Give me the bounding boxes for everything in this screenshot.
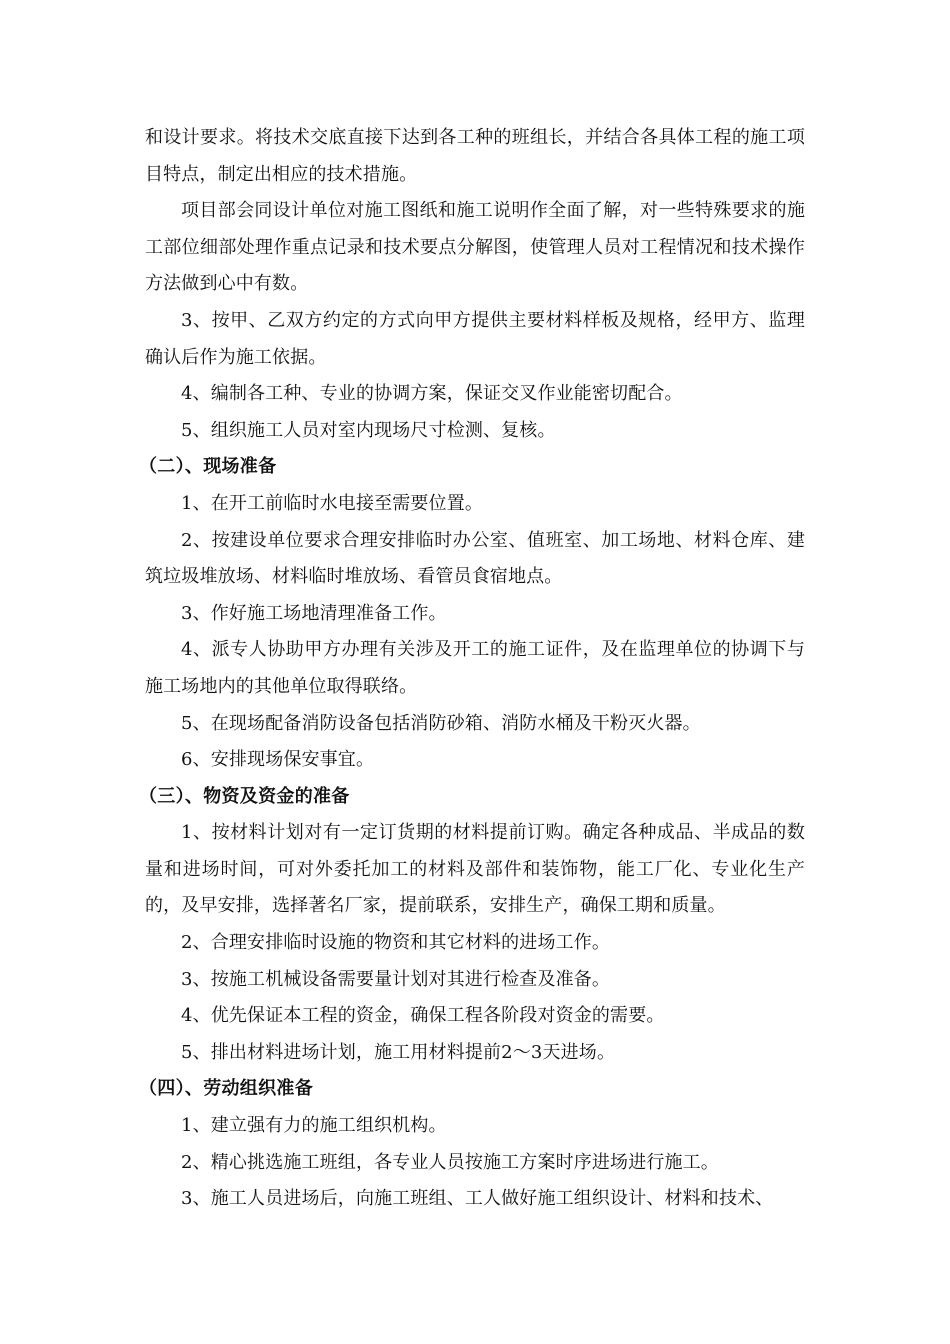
section-heading: （二）、现场准备 <box>139 456 277 478</box>
site-prep-section <box>139 449 805 778</box>
list-item: 6、安排现场保安事宜。 <box>181 749 375 771</box>
list-item: 1、建立强有力的施工组织机构。 <box>181 1115 447 1137</box>
list-item: 5、在现场配备消防设备包括消防砂箱、消防水桶及干粉灭火器。 <box>181 712 701 734</box>
list-item: 3、作好施工场地清理准备工作。 <box>181 602 447 624</box>
list-item: 2、按建设单位要求合理安排临时办公室、值班室、加工场地、材料仓库、建筑垃圾堆放场、材料临时堆放场、看管员食宿地点。 <box>145 529 805 588</box>
list-item: 4、优先保证本工程的资金，确保工程各阶段对资金的需要。 <box>181 1005 665 1027</box>
section-heading: （三）、物资及资金的准备 <box>139 785 350 807</box>
list-item: 2、合理安排临时设施的物资和其它材料的进场工作。 <box>181 932 611 954</box>
section-heading: （四）、劳动组织准备 <box>139 1078 313 1100</box>
list-item: 3、按施工机械设备需要量计划对其进行检查及准备。 <box>181 968 611 990</box>
list-item: 4、派专人协助甲方办理有关涉及开工的施工证件，及在监理单位的协调下与施工场地内的其他单位取得联络。 <box>145 639 805 697</box>
list-item: 2、精心挑选施工班组，各专业人员按施工方案时序进场进行施工。 <box>181 1151 719 1173</box>
paragraph: 5、组织施工人员对室内现场尺寸检测、复核。 <box>181 419 556 441</box>
list-item: 5、排出材料进场计划，施工用材料提前2～3天进场。 <box>181 1041 616 1063</box>
intro-section <box>145 120 805 449</box>
list-item: 3、施工人员进场后，向施工班组、工人做好施工组织设计、材料和技术、 <box>181 1188 774 1210</box>
list-item: 1、在开工前临时水电接至需要位置。 <box>181 492 484 514</box>
list-item: 1、按材料计划对有一定订货期的材料提前订购。确定各种成品、半成品的数量和进场时间，可对外委托加工的材料及部件和装饰物，能工厂化、专业化生产的，及早安排，选择著名厂家，提前联系，安排生产，确保工期和质量。 <box>145 822 805 917</box>
paragraph: 4、编制各工种、专业的协调方案，保证交叉作业能密切配合。 <box>181 383 683 405</box>
document-page <box>139 120 805 1218</box>
paragraph: 项目部会同设计单位对施工图纸和施工说明作全面了解，对一些特殊要求的施工部位细部处理作重点记录和技术要点分解图，使管理人员对工程情况和技术操作方法做到心中有数。 <box>145 200 805 295</box>
paragraph: 3、按甲、乙双方约定的方式向甲方提供主要材料样板及规格，经甲方、监理确认后作为施工依据。 <box>145 309 805 368</box>
paragraph: 和设计要求。将技术交底直接下达到各工种的班组长，并结合各具体工程的施工项目特点，制定出相应的技术措施。 <box>145 127 805 185</box>
labor-prep-section <box>139 1071 805 1217</box>
materials-prep-section <box>139 779 805 1072</box>
